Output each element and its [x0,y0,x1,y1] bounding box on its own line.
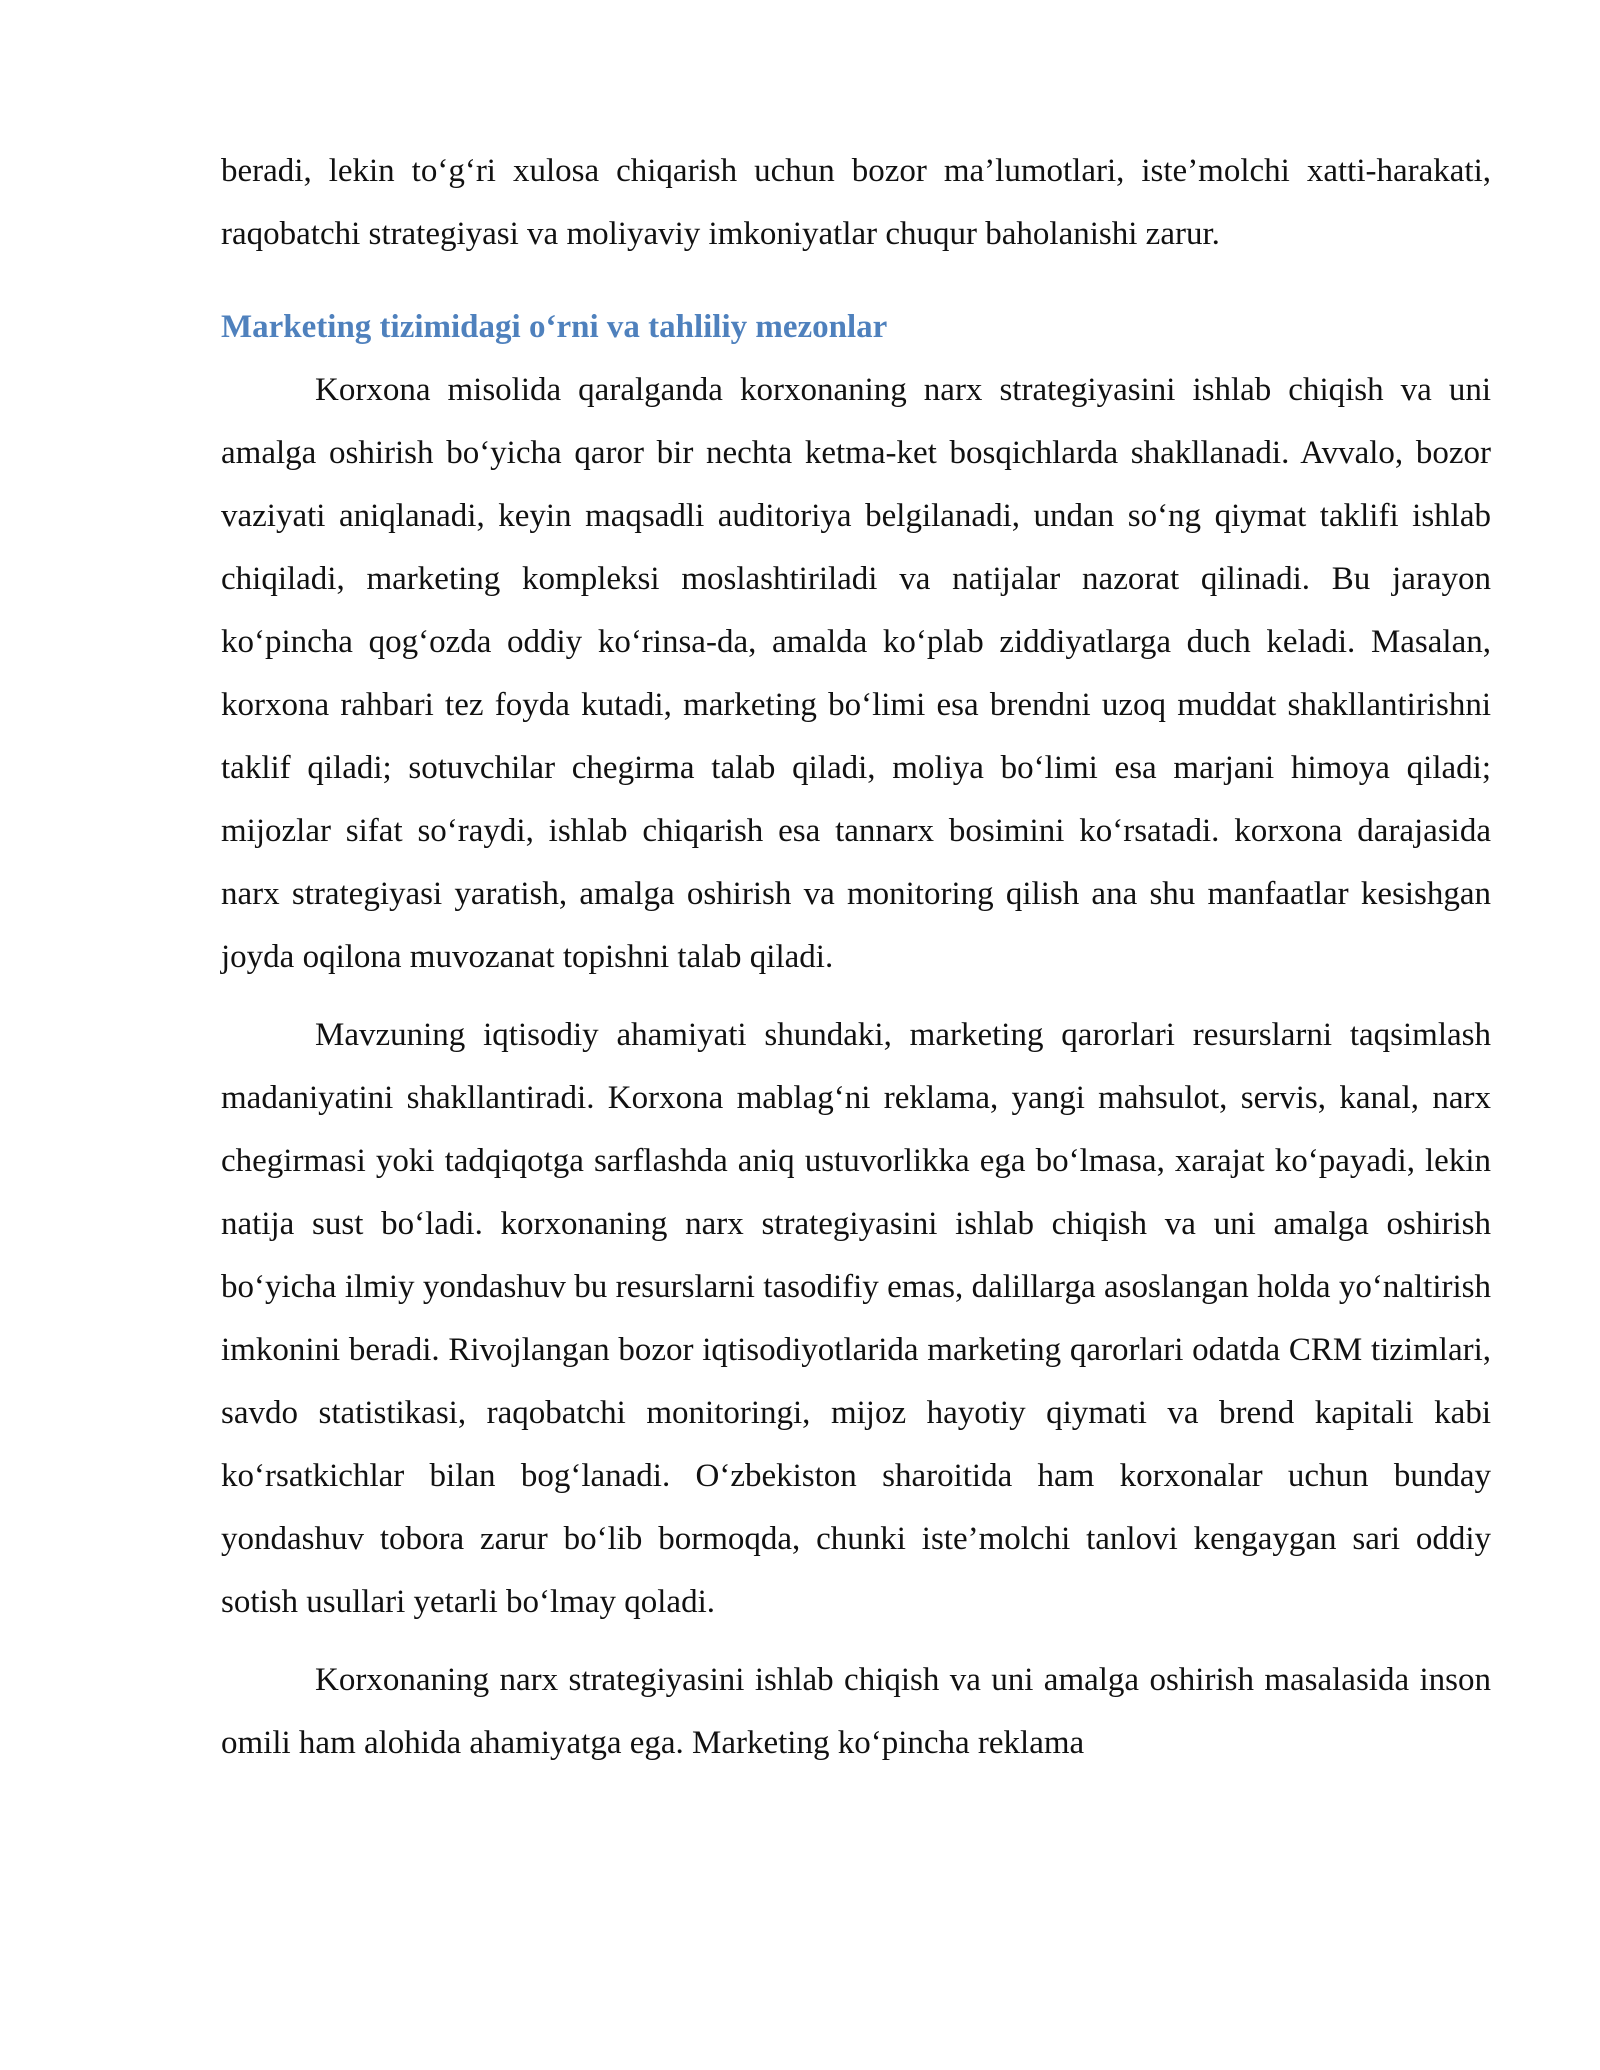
section-heading: Marketing tizimidagi o‘rni va tahliliy mezonlar [221,309,888,345]
body-paragraph-3: Korxonaning narx strategiyasini ishlab chiqish va uni amalga oshirish masalasida inson omili ham alohida ahamiyatga ega. Marketing ko‘pincha reklama [221,1662,1491,1761]
intro-paragraph: beradi, lekin to‘g‘ri xulosa chiqarish uchun bozor ma’lumotlari, iste’molchi xatti-harakati, raqobatchi strategiyasi va moliyaviy imkoniyatlar chuqur baholanishi zarur. [221,153,1491,252]
body-paragraph-2: Mavzuning iqtisodiy ahamiyati shundaki, marketing qarorlari resurslarni taqsimlash madaniyatini shakllantiradi. Korxona mablag‘ni reklama, yangi mahsulot, servis, kanal, narx chegirmasi yoki tadqiqotga sarflashda aniq ustuvorlikka ega bo‘lmasa, xarajat ko‘payadi, lekin natija sust bo‘ladi. korxonaning narx strategiyasini ishlab chiqish va uni amalga oshirish bo‘yicha ilmiy yondashuv bu resurslarni tasodifiy emas, dalillarga asoslangan holda yo‘naltirish imkonini beradi. Rivojlangan bozor iqtisodiyotlarida marketing qarorlari odatda CRM tizimlari, savdo statistikasi, raqobatchi monitoringi, mijoz hayotiy qiymati va brend kapitali kabi ko‘rsatkichlar bilan bog‘lanadi. O‘zbekiston sharoitida ham korxonalar uchun bunday yondashuv tobora zarur bo‘lib bormoqda, chunki iste’molchi tanlovi kengaygan sari oddiy sotish usullari yetarli bo‘lmay qoladi. [221,1017,1491,1620]
body-paragraph-1: Korxona misolida qaralganda korxonaning narx strategiyasini ishlab chiqish va uni amalga oshirish bo‘yicha qaror bir nechta ketma-ket bosqichlarda shakllanadi. Avvalo, bozor vaziyati aniqlanadi, keyin maqsadli auditoriya belgilanadi, undan so‘ng qiymat taklifi ishlab chiqiladi, marketing kompleksi moslashtiriladi va natijalar nazorat qilinadi. Bu jarayon ko‘pincha qog‘ozda oddiy ko‘rinsa-da, amalda ko‘plab ziddiyatlarga duch keladi. Masalan, korxona rahbari tez foyda kutadi, marketing bo‘limi esa brendni uzoq muddat shakllantirishni taklif qiladi; sotuvchilar chegirma talab qiladi, moliya bo‘limi esa marjani himoya qiladi; mijozlar sifat so‘raydi, ishlab chiqarish esa tannarx bosimini ko‘rsatadi. korxona darajasida narx strategiyasi yaratish, amalga oshirish va monitoring qilish ana shu manfaatlar kesishgan joyda oqilona muvozanat topishni talab qiladi. [221,372,1491,975]
document-page [221,140,1491,1775]
